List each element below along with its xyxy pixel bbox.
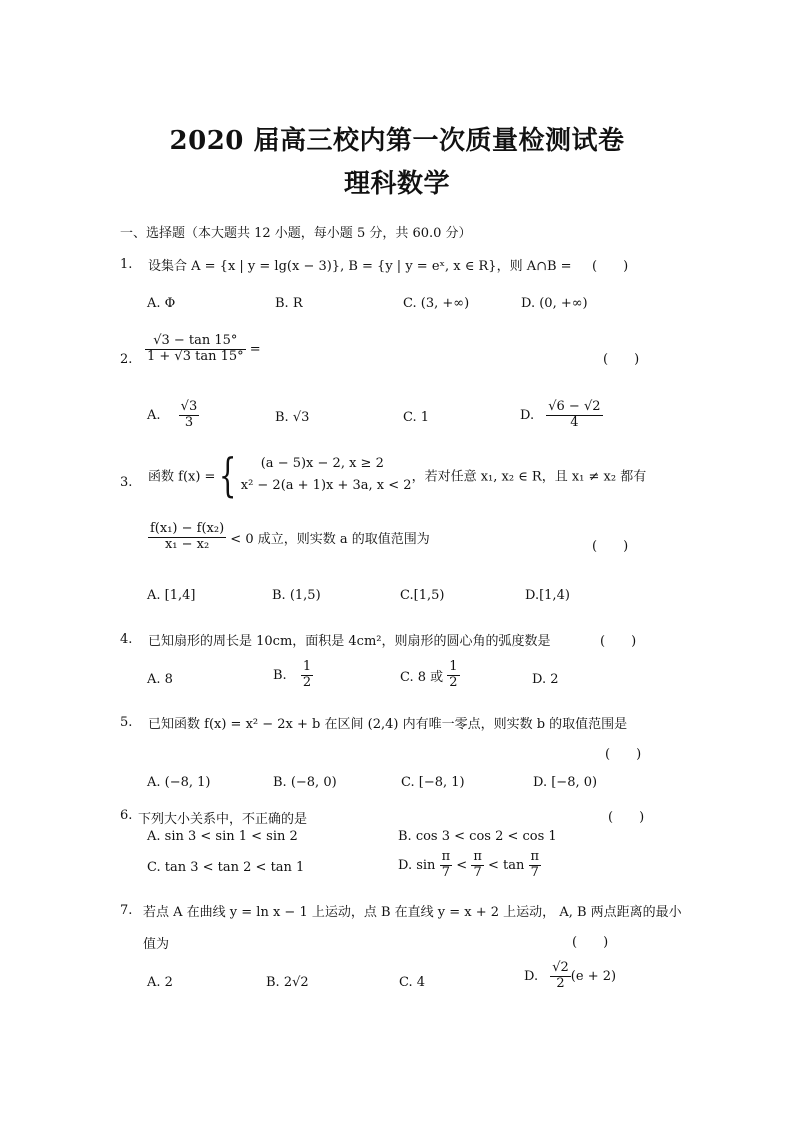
fraction-numerator: √3 [180, 399, 198, 414]
fraction-denominator: 7 [473, 864, 482, 880]
option-d: D. (0, +∞) [521, 296, 588, 311]
fraction-denominator: 3 [184, 414, 194, 430]
option-d [524, 961, 616, 992]
fraction-numerator: π [441, 849, 451, 864]
option-a: A. (−8, 1) [147, 775, 211, 790]
fraction-numerator: 1 [449, 659, 458, 674]
question-stem: 已知函数 f(x) = x² − 2x + b 在区间 (2,4) 内有唯一零点，则实数 b 的取值范围是 [148, 717, 628, 732]
option-c: C. tan 3 < tan 2 < tan 1 [147, 860, 305, 875]
fraction-numerator: √3 − tan 15° [145, 334, 246, 350]
question-number: 4. [120, 632, 133, 647]
answer-blank: ( ) [592, 259, 629, 274]
exam-title: 2020 届高三校内第一次质量检测试卷 [169, 126, 625, 156]
option-c: C. [−8, 1) [401, 775, 465, 790]
piecewise-case-2: x² − 2(a + 1)x + 3a, x < 2 [240, 478, 412, 493]
question-stem: 已知扇形的周长是 10cm，面积是 4cm²，则扇形的圆心角的弧度数是 [148, 634, 551, 649]
fraction-denominator: 7 [530, 864, 539, 880]
option-d [398, 850, 541, 881]
option-c: C.[1,5) [400, 588, 445, 603]
condition-text: < 0 成立，则实数 a 的取值范围为 [230, 531, 430, 547]
answer-blank: ( ) [608, 810, 645, 825]
option-label: C. 8 或 [400, 669, 444, 685]
option-b: B. R [275, 296, 303, 311]
question-stem: 若点 A 在曲线 y = ln x − 1 上运动，点 B 在直线 y = x + 2 上运动， A, B 两点距离的最小 [143, 905, 682, 920]
option-c: C. 4 [399, 975, 426, 990]
fraction-numerator: 1 [302, 659, 312, 674]
answer-blank: ( ) [605, 747, 642, 762]
fraction-numerator: π [530, 849, 540, 864]
option-a: A. [1,4] [147, 588, 196, 603]
fraction-numerator: f(x₁) − f(x₂) [150, 521, 225, 536]
option-d: D. 2 [532, 672, 559, 687]
fraction-numerator: √2 [552, 960, 569, 975]
fraction-denominator: 2 [449, 674, 458, 690]
question-number: 3. [120, 475, 133, 490]
option-c [400, 660, 460, 691]
question-stem-line2 [148, 522, 430, 553]
option-a: A. 2 [147, 975, 173, 990]
answer-blank: ( ) [600, 634, 637, 649]
option-a: A. 8 [147, 672, 173, 687]
question-stem [148, 448, 647, 502]
option-b: B. (1,5) [272, 588, 321, 603]
piecewise-case-1: (a − 5)x − 2, x ≥ 2 [260, 456, 384, 471]
condition-text: ，若对任意 x₁, x₂ ∈ R，且 x₁ ≠ x₂ 都有 [411, 469, 647, 485]
question-number: 5. [120, 715, 133, 730]
less-than-sign: < [456, 857, 468, 873]
option-c: C. 1 [403, 410, 430, 425]
option-b [273, 660, 313, 691]
question-stem-line2: 值为 [143, 937, 170, 952]
question-number: 6. [120, 808, 133, 823]
fraction-denominator: 1 + √3 tan 15° [147, 348, 244, 364]
fraction-denominator: x₁ − x₂ [164, 536, 210, 552]
option-a: A. sin 3 < sin 1 < sin 2 [147, 829, 298, 844]
function-lead: 函数 f(x) = [148, 469, 216, 485]
fraction-denominator: 2 [556, 975, 565, 991]
fraction-denominator: 2 [302, 674, 312, 690]
question-stem [145, 334, 261, 365]
option-b: B. (−8, 0) [273, 775, 337, 790]
option-label: D. [524, 968, 539, 984]
option-b: B. 2√2 [266, 975, 309, 990]
option-label: B. [273, 667, 287, 683]
answer-blank: ( ) [603, 352, 640, 367]
question-number: 1. [120, 257, 133, 272]
option-label: A. [147, 407, 161, 423]
option-a [147, 400, 199, 431]
option-d: D.[1,4) [525, 588, 570, 603]
question-stem: 设集合 A = {x | y = lg(x − 3)}, B = {y | y = eˣ, x ∈ R}，则 A∩B = [148, 259, 572, 274]
question-number: 7. [120, 903, 133, 918]
fraction-denominator: 7 [441, 864, 450, 880]
answer-blank: ( ) [572, 935, 609, 950]
option-d [520, 400, 603, 431]
option-d: D. [−8, 0) [533, 775, 598, 790]
question-number: 2. [120, 352, 133, 367]
equals-sign: = [249, 341, 261, 357]
option-a: A. Φ [147, 296, 176, 311]
option-expression: (e + 2) [570, 968, 617, 984]
answer-blank: ( ) [592, 539, 629, 554]
option-c: C. (3, +∞) [403, 296, 470, 311]
option-b: B. cos 3 < cos 2 < cos 1 [398, 829, 557, 844]
section-heading: 一、选择题（本大题共 12 小题，每小题 5 分，共 60.0 分） [120, 226, 472, 241]
option-label: D. sin [398, 857, 436, 873]
fraction-denominator: 4 [570, 414, 579, 430]
exam-subtitle: 理科数学 [343, 169, 450, 199]
option-b: B. √3 [275, 410, 310, 425]
question-stem: 下列大小关系中，不正确的是 [138, 812, 308, 827]
fraction-numerator: π [473, 849, 482, 864]
option-label: D. [520, 407, 535, 423]
fraction-numerator: √6 − √2 [548, 399, 601, 414]
left-brace-icon: { [219, 448, 237, 502]
less-than-tan: < tan [488, 857, 525, 873]
